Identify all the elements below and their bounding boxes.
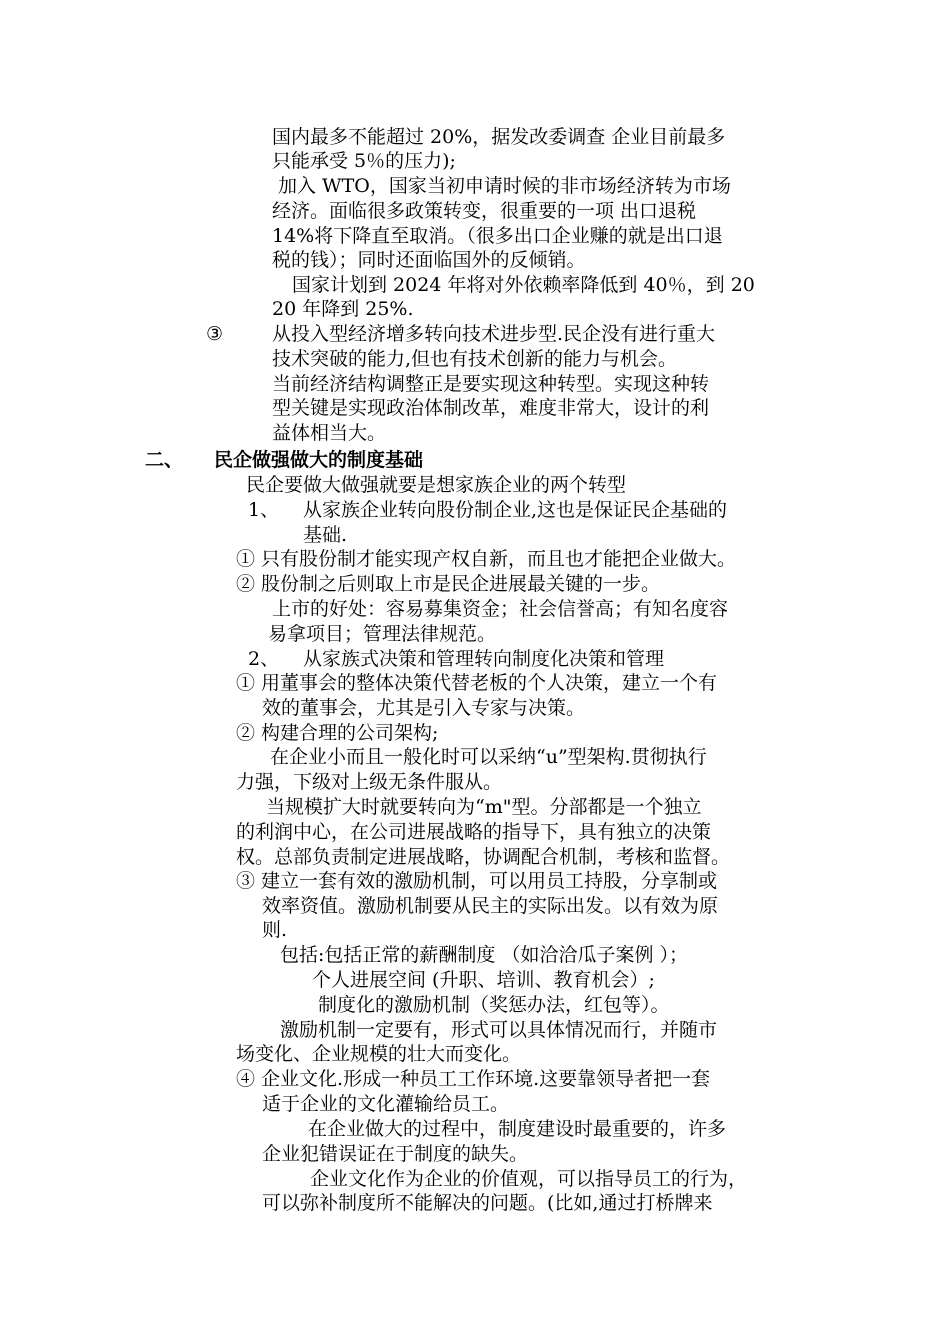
- list-marker: 2、: [248, 648, 280, 670]
- text-line: 效率资值。激励机制要从民主的实际出发。以有效为原: [262, 895, 719, 917]
- text-line: 的利润中心，在公司进展战略的指导下，具有独立的决策: [236, 821, 712, 843]
- text-line: 国内最多不能超过 20%，据发改委调查 企业目前最多: [272, 126, 726, 148]
- text-line: 20 年降到 25%.: [272, 298, 414, 320]
- section-heading: 民企做强做大的制度基础: [214, 449, 424, 471]
- text-line: 从家族式决策和管理转向制度化决策和管理: [303, 648, 665, 670]
- text-line: 当前经济结构调整正是要实现这种转型。实现这种转: [272, 373, 710, 395]
- text-line: 型关键是实现政治体制改革，难度非常大，设计的利: [272, 397, 710, 419]
- text-line: 只能承受 5％的压力);: [272, 150, 456, 172]
- text-line: 易拿项目；管理法律规范。: [268, 623, 497, 645]
- text-line: 可以弥补制度所不能解决的问题。(比如,通过打桥牌来: [262, 1192, 713, 1214]
- text-line: 从家族企业转向股份制企业,这也是保证民企基础的: [303, 499, 728, 521]
- text-line: 激励机制一定要有，形式可以具体情况而行，并随市: [280, 1019, 718, 1041]
- text-line: ② 构建合理的公司架构;: [236, 722, 439, 744]
- text-line: 加入 WTO，国家当初申请时候的非市场经济转为市场: [278, 175, 731, 197]
- text-line: ③ 建立一套有效的激励机制，可以用员工持股，分享制或: [236, 870, 718, 892]
- text-line: 在企业小而且一般化时可以采纳“u”型架构.贯彻执行: [270, 746, 707, 768]
- text-line: ① 只有股份制才能实现产权自新，而且也才能把企业做大。: [236, 548, 737, 570]
- text-line: 效的董事会，尤其是引入专家与决策。: [262, 697, 586, 719]
- text-line: 民企要做大做强就要是想家族企业的两个转型: [246, 474, 627, 496]
- text-line: 制度化的激励机制（奖惩办法，红包等）。: [318, 994, 670, 1016]
- text-line: ② 股份制之后则取上市是民企进展最关键的一步。: [236, 573, 661, 595]
- text-line: 力强，下级对上级无条件服从。: [236, 771, 503, 793]
- list-marker: ③: [206, 323, 224, 345]
- text-line: 税的钱）；同时还面临国外的反倾销。: [272, 249, 586, 271]
- text-line: 14%将下降直至取消。（很多出口企业赚的就是出口退: [272, 225, 723, 247]
- text-line: 权。总部负责制定进展战略，协调配合机制，考核和监督。: [236, 846, 731, 868]
- text-line: 上市的好处：容易募集资金；社会信誉高；有知名度容: [272, 598, 729, 620]
- text-line: 在企业做大的过程中，制度建设时最重要的，许多: [308, 1118, 727, 1140]
- list-marker: 1、: [248, 499, 280, 521]
- text-line: 包括:包括正常的薪酬制度 （如洽洽瓜子案例 ）；: [280, 944, 688, 966]
- section-number: 二、: [145, 449, 184, 471]
- text-line: 基础.: [303, 524, 348, 546]
- text-line: 企业犯错误证在于制度的缺失。: [262, 1143, 529, 1165]
- text-line: 当规模扩大时就要转向为“m"型。分部都是一个独立: [266, 796, 702, 818]
- text-line: ① 用董事会的整体决策代替老板的个人决策，建立一个有: [236, 672, 718, 694]
- text-line: ④ 企业文化.形成一种员工工作环境.这要靠领导者把一套: [236, 1068, 711, 1090]
- text-line: 从投入型经济增多转向技术进步型.民企没有进行重大: [272, 323, 716, 345]
- text-line: 经济。面临很多政策转变，很重要的一项 出口退税: [272, 200, 697, 222]
- text-line: 益体相当大。: [272, 422, 387, 444]
- text-line: 场变化、企业规模的壮大而变化。: [236, 1043, 522, 1065]
- text-line: 国家计划到 2024 年将对外依赖率降低到 40％，到 20: [292, 274, 755, 296]
- text-line: 适于企业的文化灌输给员工。: [262, 1093, 510, 1115]
- text-line: 个人进展空间 (升职、培训、教育机会）;: [312, 969, 655, 991]
- text-line: 技术突破的能力,但也有技术创新的能力与机会。: [272, 348, 678, 370]
- text-line: 企业文化作为企业的价值观，可以指导员工的行为，: [310, 1168, 748, 1190]
- text-line: 则.: [262, 919, 288, 941]
